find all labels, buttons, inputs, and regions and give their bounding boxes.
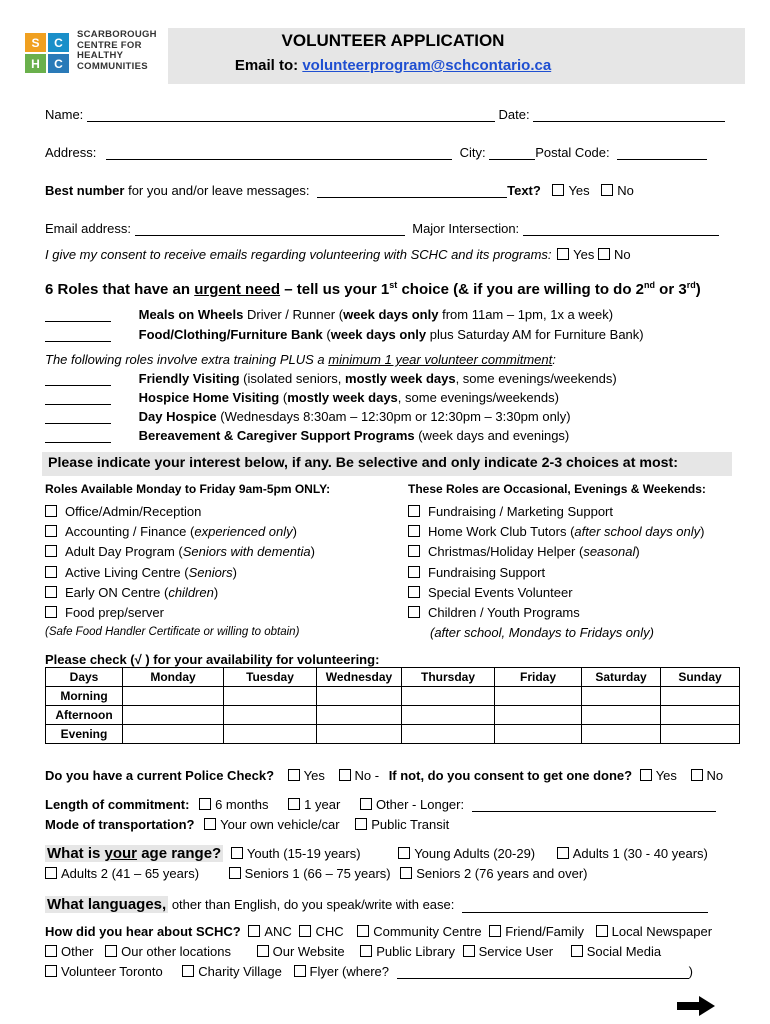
date-field[interactable] xyxy=(533,109,725,122)
logo-letter: S xyxy=(25,33,46,52)
public-library-checkbox[interactable] xyxy=(360,945,372,957)
languages-row xyxy=(45,896,708,913)
rank-blank[interactable] xyxy=(45,309,111,322)
police-question: Do you have a current Police Check? xyxy=(45,768,275,783)
police-no-label: No - xyxy=(354,768,380,783)
commitment-label: Length of commitment: xyxy=(45,797,190,812)
youth-label: Youth (15-19 years) xyxy=(246,846,361,861)
consent-no-checkbox[interactable] xyxy=(598,248,610,260)
adults-2-label: Adults 2 (41 – 65 years) xyxy=(61,866,200,881)
availability-cell[interactable] xyxy=(495,687,582,706)
age-row-1 xyxy=(45,845,708,862)
community-centre-label: Community Centre xyxy=(373,924,482,939)
logo-line: HEALTHY xyxy=(77,50,124,61)
police-no-checkbox[interactable] xyxy=(339,769,351,781)
interest-option-close: ) xyxy=(213,584,219,600)
interest-heading: Please indicate your interest below, if any. Be selective and only indicate 2-3 choices at most: xyxy=(48,455,678,471)
logo-text xyxy=(77,30,157,72)
day-header: Wednesday xyxy=(317,668,402,687)
interest-checkbox[interactable] xyxy=(408,545,420,557)
availability-cell[interactable] xyxy=(582,687,661,706)
intersection-field[interactable] xyxy=(523,223,719,236)
availability-cell[interactable] xyxy=(582,706,661,725)
consent-police-yes-checkbox[interactable] xyxy=(640,769,652,781)
availability-cell[interactable] xyxy=(402,706,495,725)
availability-cell[interactable] xyxy=(224,687,317,706)
availability-cell[interactable] xyxy=(495,706,582,725)
chc-checkbox[interactable] xyxy=(299,925,311,937)
availability-cell[interactable] xyxy=(402,725,495,744)
young-adults-label: Young Adults (20-29) xyxy=(414,846,536,861)
consent-police-question: If not, do you consent to get one done? xyxy=(388,768,633,783)
slot-label: Afternoon xyxy=(46,706,123,725)
logo-line: SCARBOROUGH xyxy=(77,29,157,40)
anc-checkbox[interactable] xyxy=(248,925,260,937)
other-longer-field[interactable] xyxy=(472,799,716,812)
social-media-checkbox[interactable] xyxy=(571,945,583,957)
intersection-label: Major Intersection: xyxy=(412,221,520,236)
interest-checkbox[interactable] xyxy=(45,606,57,618)
role-hospice-home: Hospice Home Visiting (mostly week days, some evenings/weekends) xyxy=(45,390,559,405)
logo-mark xyxy=(25,33,69,73)
police-yes-label: Yes xyxy=(303,768,325,783)
city-label: City: xyxy=(459,145,486,160)
day-header: Saturday xyxy=(582,668,661,687)
city-field[interactable] xyxy=(489,147,535,160)
email-to-label: Email to: xyxy=(234,57,299,74)
interest-checkbox[interactable] xyxy=(45,505,57,517)
languages-label: What languages, xyxy=(47,896,167,913)
phone-field[interactable] xyxy=(317,185,507,198)
weekday-roles-title: Roles Available Monday to Friday 9am-5pm ONLY: xyxy=(45,482,331,496)
other-locations-label: Our other locations xyxy=(121,944,231,959)
service-user-label: Service User xyxy=(478,944,554,959)
interest-option xyxy=(45,504,201,519)
slot-label: Morning xyxy=(46,687,123,706)
interest-option-close: ) xyxy=(310,544,316,560)
role-day-hospice: Day Hospice (Wednesdays 8:30am – 12:30pm or 12:30pm – 3:30pm only) xyxy=(45,409,571,424)
availability-cell[interactable] xyxy=(123,706,224,725)
interest-option-label: Accounting / Finance ( xyxy=(65,524,195,540)
other-checkbox[interactable] xyxy=(45,945,57,957)
urgent-roles-heading: 6 Roles that have an urgent need – tell us your 1st choice (& if you are willing to do 2nd or 3rd) xyxy=(45,280,701,298)
adults-2-checkbox[interactable] xyxy=(45,867,57,879)
interest-checkbox[interactable] xyxy=(408,566,420,578)
email-field[interactable] xyxy=(135,223,405,236)
other-longer-checkbox[interactable] xyxy=(360,798,372,810)
text-yes-label: Yes xyxy=(568,183,590,198)
interest-option xyxy=(45,605,164,620)
availability-heading: Please check (√ ) for your availability for volunteering: xyxy=(45,652,380,667)
day-header: Tuesday xyxy=(224,668,317,687)
name-row xyxy=(45,107,725,122)
interest-checkbox[interactable] xyxy=(408,606,420,618)
public-library-label: Public Library xyxy=(376,944,456,959)
consent-police-no-checkbox[interactable] xyxy=(691,769,703,781)
text-yes-checkbox[interactable] xyxy=(552,184,564,196)
heard-row-2 xyxy=(45,944,661,959)
interest-option xyxy=(45,565,237,580)
local-newspaper-label: Local Newspaper xyxy=(611,924,713,939)
adults-1-checkbox[interactable] xyxy=(557,847,569,859)
role-bereavement: Bereavement & Caregiver Support Programs (week days and evenings) xyxy=(45,428,569,443)
flyer-checkbox[interactable] xyxy=(294,965,306,977)
interest-option-label: Active Living Centre ( xyxy=(65,564,189,580)
interest-option-label: Fundraising Support xyxy=(428,564,546,580)
availability-cell[interactable] xyxy=(495,725,582,744)
interest-option-detail: children xyxy=(168,584,214,600)
volunteer-toronto-checkbox[interactable] xyxy=(45,965,57,977)
logo-letter: H xyxy=(25,54,46,73)
consent-police-yes-label: Yes xyxy=(655,768,677,783)
text-question: Text? xyxy=(507,183,541,198)
languages-label-rest: other than English, do you speak/write with ease: xyxy=(171,897,455,912)
interest-option-label: Office/Admin/Reception xyxy=(65,504,202,519)
six-months-checkbox[interactable] xyxy=(199,798,211,810)
seniors-1-label: Seniors 1 (66 – 75 years) xyxy=(244,866,391,881)
availability-cell[interactable] xyxy=(661,706,740,725)
own-vehicle-checkbox[interactable] xyxy=(204,818,216,830)
interest-option-label: Home Work Club Tutors ( xyxy=(428,524,575,540)
community-centre-checkbox[interactable] xyxy=(357,925,369,937)
availability-cell[interactable] xyxy=(224,706,317,725)
seniors-1-checkbox[interactable] xyxy=(229,867,241,879)
youth-checkbox[interactable] xyxy=(231,847,243,859)
interest-option xyxy=(408,524,705,539)
age-range-label: What is your age range? xyxy=(47,845,222,862)
logo-line: COMMUNITIES xyxy=(77,60,148,72)
interest-option-label: Christmas/Holiday Helper ( xyxy=(428,544,584,560)
text-no-checkbox[interactable] xyxy=(601,184,613,196)
chc-label: CHC xyxy=(315,924,344,939)
other-longer-label: Other - Longer: xyxy=(375,797,465,812)
availability-cell[interactable] xyxy=(317,687,402,706)
logo-line: CENTRE FOR xyxy=(77,39,142,51)
interest-option xyxy=(45,585,218,600)
best-number-row xyxy=(45,183,634,198)
flyer-close-paren: ) xyxy=(688,964,693,979)
interest-option xyxy=(408,565,545,580)
date-label: Date: xyxy=(498,107,530,122)
interest-option xyxy=(408,504,613,519)
postal-field[interactable] xyxy=(617,147,707,160)
age-row-2 xyxy=(45,866,588,881)
consent-row xyxy=(45,247,631,262)
interest-option-label: Food prep/server xyxy=(65,605,164,620)
service-user-checkbox[interactable] xyxy=(463,945,475,957)
consent-text: I give my consent to receive emails regarding volunteering with SCHC and its programs: xyxy=(45,247,552,262)
rank-blank[interactable] xyxy=(45,411,111,424)
consent-no-label: No xyxy=(613,247,631,262)
interest-checkbox[interactable] xyxy=(45,525,57,537)
days-header: Days xyxy=(46,668,123,687)
availability-cell[interactable] xyxy=(402,687,495,706)
heard-row-3 xyxy=(45,964,693,979)
youth-program-note: (after school, Mondays to Fridays only) xyxy=(430,625,654,640)
interest-option-close: ) xyxy=(232,564,237,580)
public-transit-label: Public Transit xyxy=(371,817,450,832)
interest-option-label: Special Events Volunteer xyxy=(428,584,573,600)
interest-option xyxy=(45,544,315,559)
slot-label: Evening xyxy=(46,725,123,744)
availability-cell[interactable] xyxy=(123,687,224,706)
seniors-2-checkbox[interactable] xyxy=(400,867,412,879)
availability-cell[interactable] xyxy=(582,725,661,744)
weekend-roles-title: These Roles are Occasional, Evenings & Weekends: xyxy=(408,482,706,496)
rank-blank[interactable] xyxy=(45,329,111,342)
day-header: Friday xyxy=(495,668,582,687)
volunteer-toronto-label: Volunteer Toronto xyxy=(61,964,163,979)
anc-label: ANC xyxy=(264,924,292,939)
postal-label: Postal Code: xyxy=(535,145,610,160)
best-number-label-rest: for you and/or leave messages: xyxy=(128,183,310,198)
interest-option-detail: after school days only xyxy=(574,524,701,540)
name-field[interactable] xyxy=(87,109,495,122)
rank-blank[interactable] xyxy=(45,430,111,443)
role-food-bank: Food/Clothing/Furniture Bank (week days only plus Saturday AM for Furniture Bank) xyxy=(45,327,644,342)
email-to-line xyxy=(168,57,618,74)
other-label: Other xyxy=(61,944,94,959)
other-locations-checkbox[interactable] xyxy=(105,945,117,957)
address-row xyxy=(45,145,707,160)
availability-cell[interactable] xyxy=(661,725,740,744)
interest-option-detail: experienced only xyxy=(194,524,293,540)
email-label: Email address: xyxy=(45,221,131,236)
friend-family-checkbox[interactable] xyxy=(489,925,501,937)
transport-row xyxy=(45,817,449,832)
arrow-right-icon[interactable] xyxy=(677,996,715,1019)
interest-option xyxy=(408,585,573,600)
rank-blank[interactable] xyxy=(45,392,111,405)
page-title: VOLUNTEER APPLICATION xyxy=(281,31,505,50)
role-friendly-visiting: Friendly Visiting (isolated seniors, mostly week days, some evenings/weekends) xyxy=(45,371,617,386)
interest-option-detail: seasonal xyxy=(583,544,636,560)
role-meals: Meals on Wheels Driver / Runner (week days only from 11am – 1pm, 1x a week) xyxy=(45,307,613,322)
best-number-label: Best number xyxy=(45,183,125,198)
flyer-label: Flyer (where? xyxy=(309,964,389,979)
availability-cell[interactable] xyxy=(123,725,224,744)
one-year-label: 1 year xyxy=(304,797,341,812)
training-note: The following roles involve extra training PLUS a minimum 1 year volunteer commitment: xyxy=(45,352,556,367)
consent-yes-label: Yes xyxy=(573,247,595,262)
interest-option-close: ) xyxy=(635,544,640,560)
address-field[interactable] xyxy=(106,147,452,160)
police-check-row xyxy=(45,768,723,783)
police-yes-checkbox[interactable] xyxy=(288,769,300,781)
public-transit-checkbox[interactable] xyxy=(355,818,367,830)
logo-letter: C xyxy=(48,33,69,52)
interest-checkbox[interactable] xyxy=(408,525,420,537)
languages-field[interactable] xyxy=(462,900,708,913)
interest-checkbox[interactable] xyxy=(45,566,57,578)
name-label: Name: xyxy=(45,107,84,122)
email-row xyxy=(45,221,719,236)
availability-cell[interactable] xyxy=(661,687,740,706)
consent-police-no-label: No xyxy=(706,768,724,783)
logo-letter: C xyxy=(48,54,69,73)
email-link[interactable]: volunteerprogram@schcontario.ca xyxy=(302,57,552,74)
food-handler-note: (Safe Food Handler Certificate or willing to obtain) xyxy=(45,626,300,638)
rank-blank[interactable] xyxy=(45,373,111,386)
interest-checkbox[interactable] xyxy=(408,586,420,598)
one-year-checkbox[interactable] xyxy=(288,798,300,810)
availability-cell[interactable] xyxy=(317,706,402,725)
heard-label: How did you hear about SCHC? xyxy=(45,924,241,939)
six-months-label: 6 months xyxy=(215,797,269,812)
interest-checkbox[interactable] xyxy=(45,545,57,557)
interest-option-label: Fundraising / Marketing Support xyxy=(428,504,613,519)
interest-option xyxy=(45,524,297,539)
young-adults-checkbox[interactable] xyxy=(398,847,410,859)
seniors-2-label: Seniors 2 (76 years and over) xyxy=(416,866,588,881)
day-header: Sunday xyxy=(661,668,740,687)
transport-label: Mode of transportation? xyxy=(45,817,195,832)
interest-option-detail: Seniors xyxy=(188,564,233,580)
interest-option xyxy=(408,544,640,559)
text-no-label: No xyxy=(617,183,634,198)
interest-option-detail: Seniors with dementia xyxy=(182,544,311,560)
consent-yes-checkbox[interactable] xyxy=(557,248,569,260)
interest-option-close: ) xyxy=(292,524,297,540)
own-vehicle-label: Your own vehicle/car xyxy=(220,817,340,832)
interest-option-close: ) xyxy=(700,524,705,540)
charity-village-checkbox[interactable] xyxy=(182,965,194,977)
local-newspaper-checkbox[interactable] xyxy=(596,925,608,937)
interest-option xyxy=(408,605,580,620)
address-label: Address: xyxy=(45,145,97,160)
friend-family-label: Friend/Family xyxy=(505,924,584,939)
day-header: Thursday xyxy=(402,668,495,687)
interest-checkbox[interactable] xyxy=(408,505,420,517)
availability-table xyxy=(45,667,740,744)
heard-row-1 xyxy=(45,924,712,939)
charity-village-label: Charity Village xyxy=(198,964,282,979)
interest-option-label: Adult Day Program ( xyxy=(65,544,183,560)
website-label: Our Website xyxy=(272,944,345,959)
availability-cell[interactable] xyxy=(224,725,317,744)
commitment-row xyxy=(45,797,716,812)
interest-option-label: Early ON Centre ( xyxy=(65,584,169,600)
day-header: Monday xyxy=(123,668,224,687)
website-checkbox[interactable] xyxy=(257,945,269,957)
flyer-where-field[interactable] xyxy=(397,966,689,979)
availability-cell[interactable] xyxy=(317,725,402,744)
social-media-label: Social Media xyxy=(586,944,662,959)
adults-1-label: Adults 1 (30 - 40 years) xyxy=(572,846,708,861)
interest-option-label: Children / Youth Programs xyxy=(428,605,580,620)
interest-checkbox[interactable] xyxy=(45,586,57,598)
